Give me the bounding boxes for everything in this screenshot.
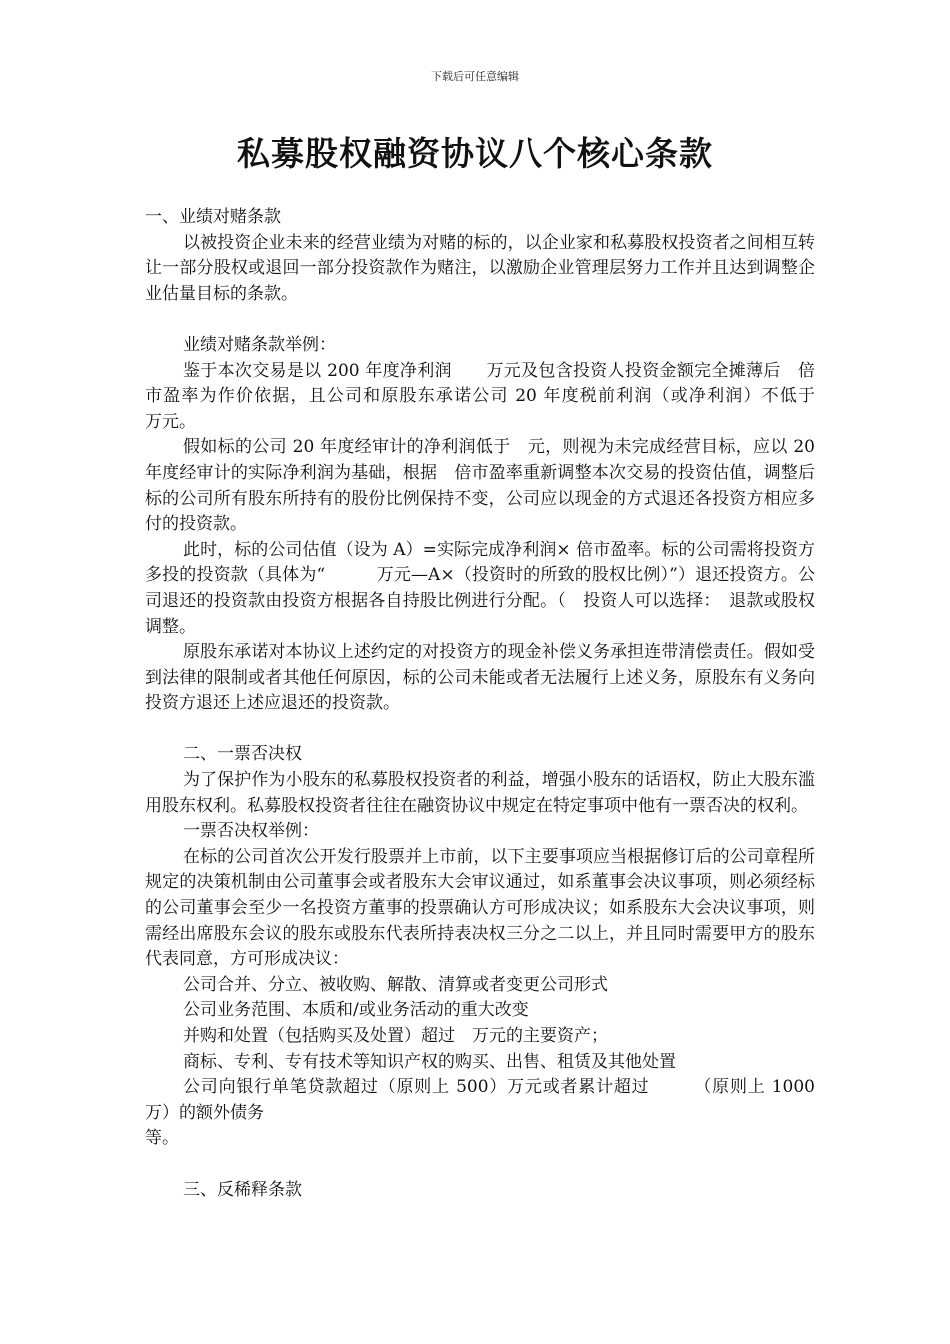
header-note: 下载后可任意编辑 bbox=[431, 70, 519, 83]
list-item: 公司合并、分立、被收购、解散、清算或者变更公司形式 bbox=[183, 974, 608, 995]
paragraph: 以被投资企业未来的经营业绩为对赌的标的，以企业家和私募股权投资者之间相互转让一部分股权或退回一部分投资款作为赌注，以激励企业管理层努力工作并且达到调整企业估量目标的条款。 bbox=[145, 232, 815, 304]
spacer bbox=[145, 307, 815, 333]
list-item: 商标、专利、专有技术等知识产权的购买、出售、租赁及其他处置 bbox=[183, 1051, 676, 1072]
paragraph: 此时，标的公司估值（设为 A）=实际完成净利润× 倍市盈率。标的公司需将投资方多投的投资款（具体为“ 万元—A×（投资时的所致的股权比例）”）退还投资方。公司退还的投资款由投资方根据各自持股比例进行分配。（ 投资人可以选择： 退款或股权调整。 bbox=[145, 539, 815, 637]
list-item: 并购和处置（包括购买及处置）超过 万元的主要资产； bbox=[183, 1026, 608, 1046]
section-2-heading: 二、一票否决权 bbox=[183, 744, 302, 765]
section-3-heading: 三、反稀释条款 bbox=[183, 1179, 302, 1200]
paragraph: 鉴于本次交易是以 200 年度净利润 万元及包含投资人投资金额完全摊薄后 倍市盈率为作价依据，且公司和原股东承诺公司 20 年度税前利润（或净利润）不低于 万元。 bbox=[145, 360, 849, 432]
example-heading: 一票否决权举例： bbox=[183, 821, 319, 842]
section-1-heading: 一、业绩对赌条款 bbox=[145, 207, 281, 227]
document-body bbox=[145, 205, 849, 1203]
spacer bbox=[145, 1152, 815, 1178]
paragraph: 原股东承诺对本协议上述约定的对投资方的现金补偿义务承担连带清偿责任。假如受到法律的限制或者其他任何原因，标的公司未能或者无法履行上述义务，原股东有义务向投资方退还上述应退还的投资款。 bbox=[145, 642, 815, 714]
paragraph: 为了保护作为小股东的私募股权投资者的利益，增强小股东的话语权，防止大股东滥用股东权利。私募股权投资者往往在融资协议中规定在特定事项中他有一票否决的权利。 bbox=[145, 770, 815, 816]
paragraph: 在标的公司首次公开发行股票并上市前，以下主要事项应当根据修订后的公司章程所规定的决策机制由公司董事会或者股东大会审议通过，如系董事会决议事项，则必须经标的公司董事会至少一名投资方董事的投票确认方可形成决议；如系股东大会决议事项，则需经出席股东会议的股东或股东代表所持表决权三分之二以上，并且同时需要甲方的股东代表同意，方可形成决议： bbox=[145, 846, 815, 970]
paragraph: 假如标的公司 20 年度经审计的净利润低于 元，则视为未完成经营目标，应以 20 年度经审计的实际净利润为基础，根据 倍市盈率重新调整本次交易的投资估值，调整后标的公司所有股东所持有的股份比例保持不变，公司应以现金的方式退还各投资方相应多付的投资款。 bbox=[145, 437, 815, 535]
document-title: 私募股权融资协议八个核心条款 bbox=[237, 134, 713, 173]
example-heading: 业绩对赌条款举例： bbox=[183, 334, 336, 355]
list-item: 公司业务范围、本质和/或业务活动的重大改变 bbox=[183, 1000, 529, 1021]
spacer bbox=[145, 717, 815, 743]
list-end: 等。 bbox=[145, 1128, 179, 1149]
list-item: 公司向银行单笔贷款超过（原则上 500）万元或者累计超过 （原则上 1000 万）的额外债务 bbox=[145, 1077, 815, 1123]
